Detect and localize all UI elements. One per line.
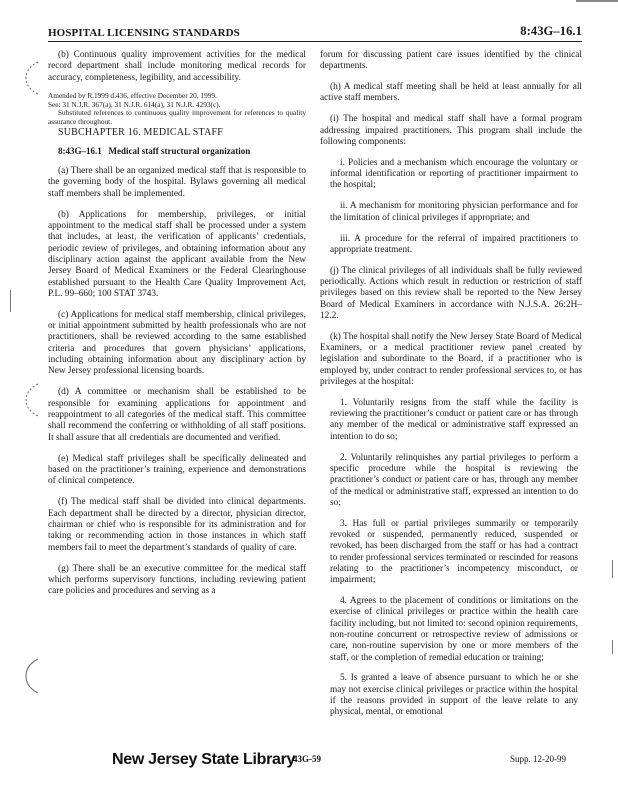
- continued-paragraph: forum for discussing patient care issues identified by the clinical departments.: [320, 50, 582, 72]
- list-item-iii: iii. A procedure for the referral of impaired practitioners to appropriate treatment.: [330, 233, 578, 255]
- page-number: 43G-59: [293, 754, 321, 764]
- section-title: Medical staff structural organization: [108, 146, 251, 157]
- list-item-ii: ii. A mechanism for monitoring physician performance and for the limitation of clinical privileges if appropriate; and: [330, 201, 578, 223]
- left-column: [48, 50, 306, 607]
- paragraph-b-records: (b) Continuous quality improvement activities for the medical record department shall include monitoring medical records for accuracy, completeness, legibility, and accessibility.: [48, 50, 306, 83]
- paragraph-f: (f) The medical staff shall be divided into clinical departments. Each department shall be directed by a director, physician director, chairman or chief who is responsible for its administration and for taking or recommending action in those instances in which staff members fail to meet the department’s standards of quality of care.: [48, 497, 306, 553]
- margin-tick-mark: [612, 640, 613, 654]
- paragraph-i: (i) The hospital and medical staff shall have a formal program addressing impaired practitioners. This program shall include the following components:: [320, 114, 582, 147]
- list-item-2: 2. Voluntarily relinquishes any partial privileges to perform a specific procedure while the hospital is reviewing the practitioner’s conduct or patient care or has, through any member of the medical or administrative staff, expressed an intention to do so;: [330, 452, 578, 508]
- paragraph-h: (h) A medical staff meeting shall be held at least annually for all active staff members.: [320, 82, 582, 104]
- supplement-date: Supp. 12-20-99: [510, 754, 566, 764]
- running-header: [48, 24, 582, 42]
- substituted-line: Substituted references to continuous quality improvement for references to quality assurance throughout.: [48, 108, 306, 127]
- paragraph-k: (k) The hospital shall notify the New Jersey State Board of Medical Examiners, or a medical practitioner review panel created by legislation and subordinate to the Board, if a practitioner who is employed by, under contract to render professional services to, or has privileges at the hospital:: [320, 331, 582, 387]
- paragraph-b-applications: (b) Applications for membership, privileges, or initial appointment to the medical staff shall be processed under a system that includes, at least, the verification of applicants’ credentials, periodic review of privileges, and obtaining information about any disciplinary action against the applicant available from the New Jersey Board of Medical Examiners or the Federal Clearinghouse established pursuant to the Health Care Quality Improvement Act, P.L. 99–660; 100 STAT 3743.: [48, 209, 306, 299]
- margin-tick-mark: [612, 560, 613, 578]
- list-item-i: i. Policies and a mechanism which encourage the voluntary or informal identification or reporting of practitioner impairment to the hospital;: [330, 157, 578, 191]
- list-item-4: 4. Agrees to the placement of conditions or limitations on the exercise of clinical privileges or practice within the health care facility including, but not limited to: second opinion requirements, non-routine concurrent or retrospective review of admissions or care, non-routine supervision by one or more members of the staff, or the completion of remedial education or training;: [330, 596, 578, 663]
- paragraph-g: (g) There shall be an executive committee for the medical staff which performs supervisory functions, including reviewing patient care policies and procedures and serving as a: [48, 563, 306, 597]
- paragraph-j: (j) The clinical privileges of all individuals shall be fully reviewed periodically. Actions which result in reduction or restriction of staff privileges based on this review shall be reported to the New Jersey Board of Medical Examiners in accordance with N.J.S.A. 26:2H–12.2.: [320, 265, 582, 321]
- margin-tick-mark: [10, 290, 11, 312]
- amendment-note: [48, 92, 306, 126]
- margin-bracket-mark: [20, 380, 42, 420]
- list-item-3: 3. Has full or partial privileges summarily or temporarily revoked or suspended, permanently reduced, suspended or revoked, has been discharged from the staff or has had a contract to render professional services terminated or rescinded for reasons relating to the practitioner’s incompetency misconduct, or impairment;: [330, 518, 578, 586]
- list-item-5: 5. Is granted a leave of absence pursuant to which he or she may not exercise clinical privileges or practice within the hospital if the reasons provided in support of the leave relate to any physical, mental, or emotional: [330, 673, 578, 718]
- paragraph-c: (c) Applications for medical staff membership, clinical privileges, or initial appointment submitted by health professionals who are not practitioners, shall be reviewed according to the same established criteria and procedures that govern physicians’ applications, including obtaining information about any disciplinary action by New Jersey professional licensing boards.: [48, 309, 306, 377]
- subchapter-heading: SUBCHAPTER 16. MEDICAL STAFF: [58, 126, 224, 138]
- amendment-line: Amended by R.1999 d.436, effective December 20, 1999.: [48, 91, 217, 101]
- see-line: See: 31 N.J.R. 367(a), 31 N.J.R. 614(a), 31 N.J.R. 4293(c).: [48, 99, 221, 109]
- paragraph-a: (a) There shall be an organized medical staff that is responsible to the governing body of the hospital. Bylaws governing all medical staff members shall be implemented.: [48, 166, 306, 199]
- scan-edge-line: [576, 0, 618, 2]
- list-item-1: 1. Voluntarily resigns from the staff while the facility is reviewing the practitioner’s conduct or patient care or has through any member of the medical or administrative staff expressed an intention to do so;: [330, 397, 578, 442]
- section-number: 8:43G–16.1: [58, 146, 102, 157]
- margin-bracket-mark: [20, 655, 42, 697]
- header-title: HOSPITAL LICENSING STANDARDS: [48, 27, 240, 39]
- section-heading: [48, 146, 306, 157]
- header-section-number: 8:43G–16.1: [520, 24, 582, 38]
- right-column: [320, 50, 582, 728]
- paragraph-d: (d) A committee or mechanism shall be established to be responsible for examining applications for appointment and reappointment to all categories of the medical staff. This committee shall recommend the conferring or withholding of all staff positions. It shall assure that all credentials are documented and verified.: [48, 387, 306, 443]
- library-stamp: New Jersey State Library: [112, 751, 296, 768]
- margin-bracket-mark: [20, 58, 42, 98]
- paragraph-e: (e) Medical staff privileges shall be specifically delineated and based on the practitioner’s training, experience and demonstrations of clinical competence.: [48, 453, 306, 487]
